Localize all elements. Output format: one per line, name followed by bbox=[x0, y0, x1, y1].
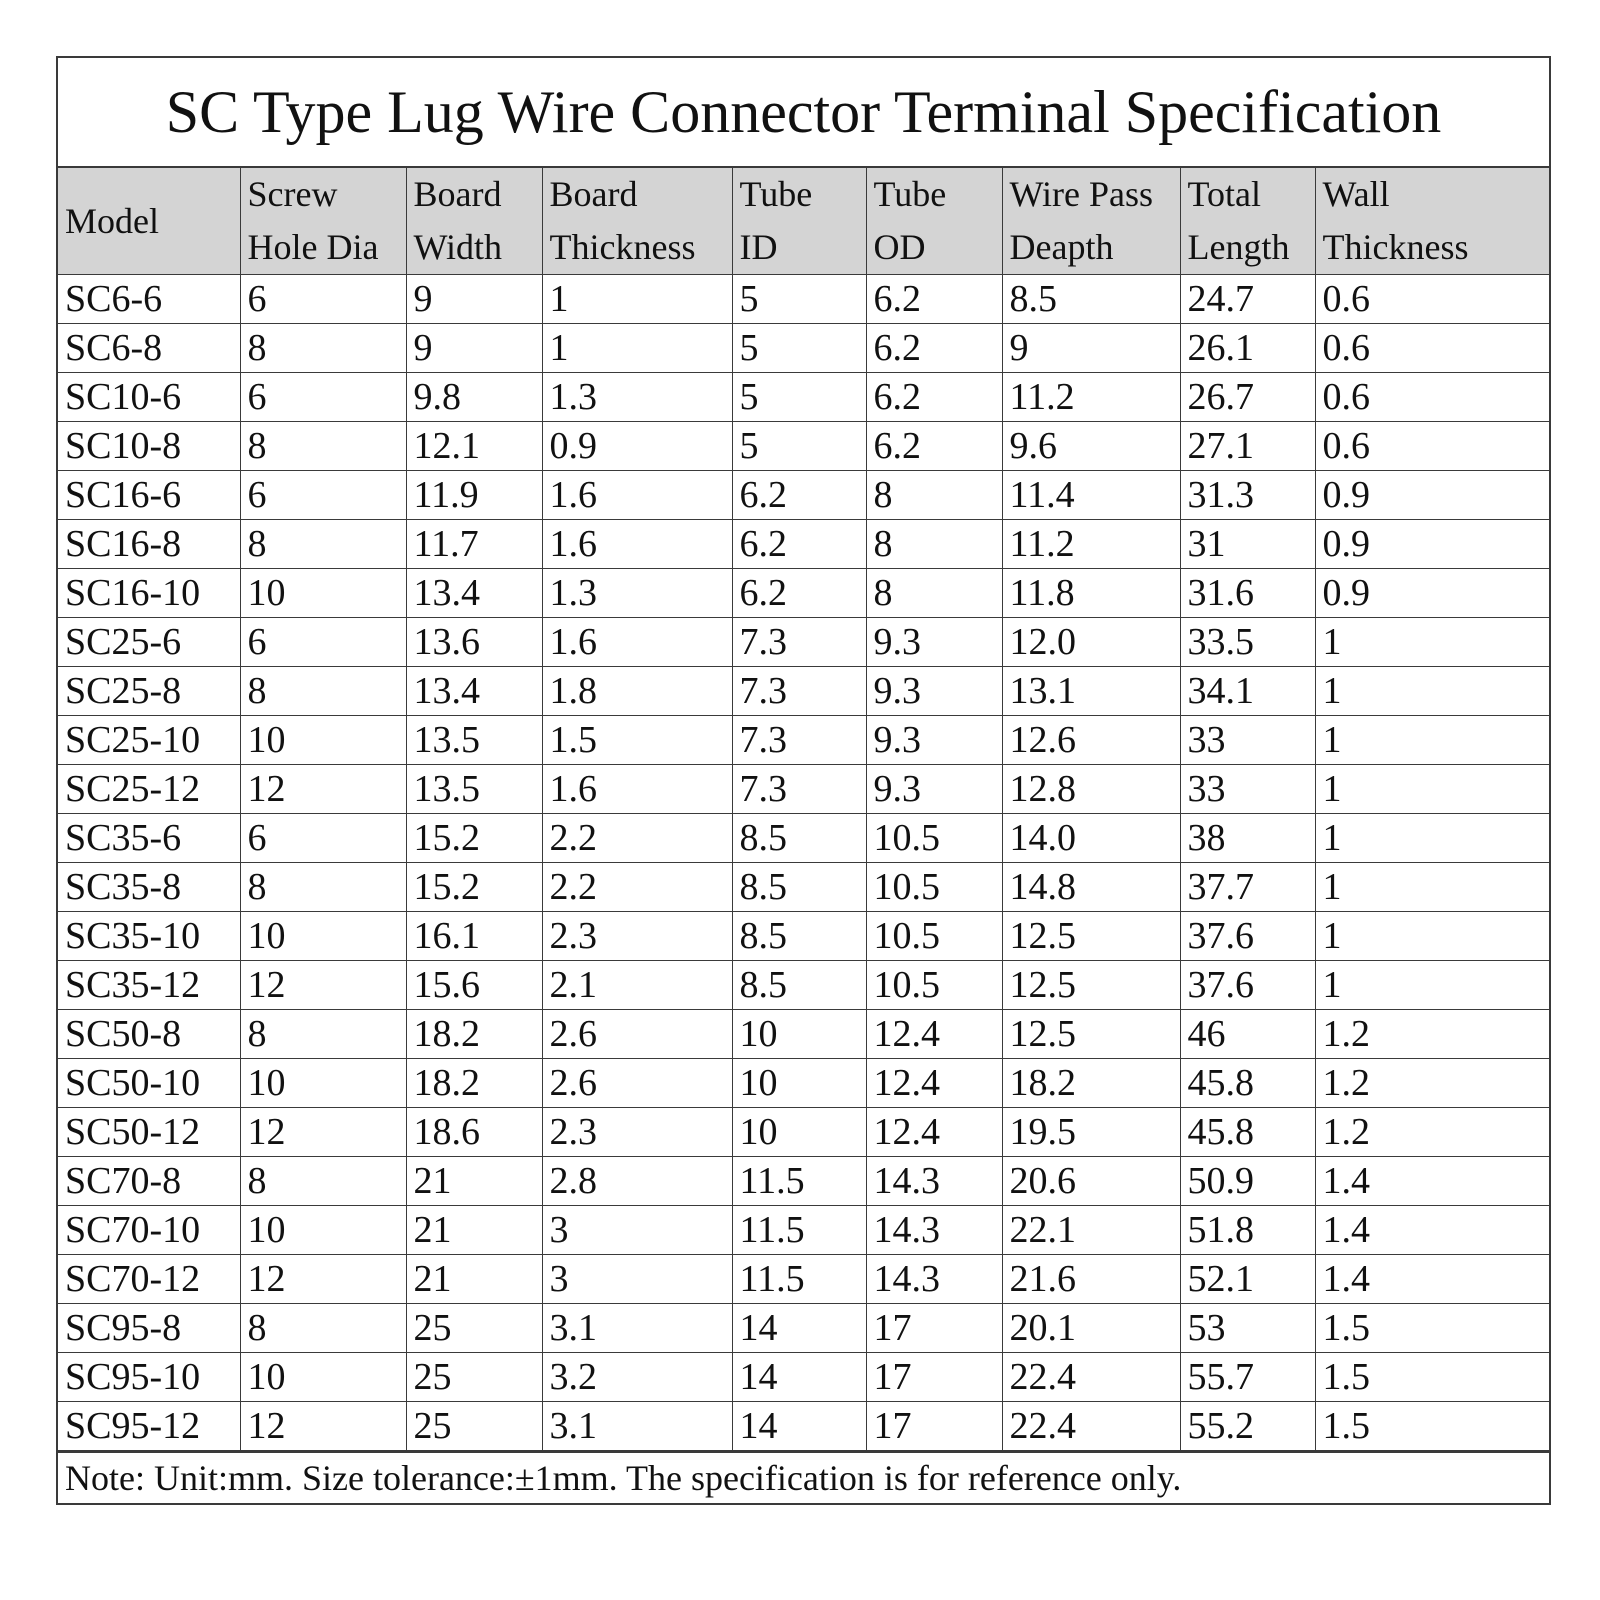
table-cell: 6.2 bbox=[732, 569, 866, 618]
table-row bbox=[58, 471, 1549, 520]
table-cell: 12.5 bbox=[1002, 912, 1180, 961]
table-cell: 1 bbox=[542, 324, 732, 373]
table-cell: 7.3 bbox=[732, 618, 866, 667]
table-row bbox=[58, 324, 1549, 373]
table-cell: 33 bbox=[1180, 716, 1315, 765]
table-cell: 55.2 bbox=[1180, 1402, 1315, 1451]
table-cell: 37.6 bbox=[1180, 961, 1315, 1010]
table-cell: 1.4 bbox=[1315, 1206, 1549, 1255]
model-cell: SC16-8 bbox=[58, 520, 240, 569]
table-cell: 1.4 bbox=[1315, 1157, 1549, 1206]
table-cell: 17 bbox=[866, 1402, 1002, 1451]
model-cell: SC25-10 bbox=[58, 716, 240, 765]
table-cell: 12 bbox=[240, 1255, 406, 1304]
table-cell: 20.1 bbox=[1002, 1304, 1180, 1353]
table-row bbox=[58, 1108, 1549, 1157]
table-cell: 3.1 bbox=[542, 1402, 732, 1451]
table-cell: 21 bbox=[406, 1255, 542, 1304]
table-cell: 53 bbox=[1180, 1304, 1315, 1353]
table-row bbox=[58, 1157, 1549, 1206]
table-cell: 19.5 bbox=[1002, 1108, 1180, 1157]
table-cell: 27.1 bbox=[1180, 422, 1315, 471]
table-cell: 14.3 bbox=[866, 1157, 1002, 1206]
table-row bbox=[58, 422, 1549, 471]
table-cell: 0.6 bbox=[1315, 373, 1549, 422]
table-cell: 1.6 bbox=[542, 471, 732, 520]
table-cell: 14 bbox=[732, 1304, 866, 1353]
table-cell: 10 bbox=[240, 1206, 406, 1255]
table-cell: 8 bbox=[240, 667, 406, 716]
table-cell: 26.7 bbox=[1180, 373, 1315, 422]
table-cell: 12.6 bbox=[1002, 716, 1180, 765]
table-cell: 11.5 bbox=[732, 1255, 866, 1304]
table-cell: 6 bbox=[240, 275, 406, 324]
model-cell: SC70-12 bbox=[58, 1255, 240, 1304]
table-cell: 2.3 bbox=[542, 1108, 732, 1157]
table-cell: 1 bbox=[1315, 961, 1549, 1010]
table-cell: 24.7 bbox=[1180, 275, 1315, 324]
table-cell: 26.1 bbox=[1180, 324, 1315, 373]
table-cell: 2.2 bbox=[542, 814, 732, 863]
table-row bbox=[58, 520, 1549, 569]
table-cell: 6.2 bbox=[866, 373, 1002, 422]
model-cell: SC50-12 bbox=[58, 1108, 240, 1157]
table-row bbox=[58, 961, 1549, 1010]
table-row bbox=[58, 618, 1549, 667]
table-cell: 11.7 bbox=[406, 520, 542, 569]
model-cell: SC70-10 bbox=[58, 1206, 240, 1255]
table-cell: 34.1 bbox=[1180, 667, 1315, 716]
model-cell: SC95-12 bbox=[58, 1402, 240, 1451]
table-cell: 6 bbox=[240, 618, 406, 667]
model-cell: SC95-10 bbox=[58, 1353, 240, 1402]
table-cell: 10 bbox=[240, 912, 406, 961]
model-cell: SC16-6 bbox=[58, 471, 240, 520]
table-row bbox=[58, 1255, 1549, 1304]
table-cell: 2.6 bbox=[542, 1059, 732, 1108]
table-cell: 3 bbox=[542, 1255, 732, 1304]
table-cell: 10 bbox=[240, 1353, 406, 1402]
table-cell: 9 bbox=[406, 324, 542, 373]
table-cell: 33 bbox=[1180, 765, 1315, 814]
table-cell: 1.4 bbox=[1315, 1255, 1549, 1304]
table-cell: 10 bbox=[240, 569, 406, 618]
table-cell: 3 bbox=[542, 1206, 732, 1255]
table-row bbox=[58, 863, 1549, 912]
table-cell: 12.4 bbox=[866, 1010, 1002, 1059]
table-cell: 12.4 bbox=[866, 1108, 1002, 1157]
table-cell: 9.3 bbox=[866, 618, 1002, 667]
table-cell: 12.8 bbox=[1002, 765, 1180, 814]
model-cell: SC6-6 bbox=[58, 275, 240, 324]
table-row bbox=[58, 1010, 1549, 1059]
table-cell: 8 bbox=[866, 569, 1002, 618]
table-cell: 11.9 bbox=[406, 471, 542, 520]
table-cell: 12.1 bbox=[406, 422, 542, 471]
table-cell: 2.2 bbox=[542, 863, 732, 912]
page-title: SC Type Lug Wire Connector Terminal Specification bbox=[58, 58, 1549, 168]
table-cell: 14 bbox=[732, 1402, 866, 1451]
table-cell: 0.6 bbox=[1315, 324, 1549, 373]
table-cell: 5 bbox=[732, 324, 866, 373]
table-cell: 13.4 bbox=[406, 667, 542, 716]
model-cell: SC10-6 bbox=[58, 373, 240, 422]
table-cell: 1.6 bbox=[542, 520, 732, 569]
table-cell: 14.3 bbox=[866, 1206, 1002, 1255]
table-cell: 1.2 bbox=[1315, 1108, 1549, 1157]
column-header-board-thickness: Board Thickness bbox=[542, 168, 732, 275]
table-cell: 5 bbox=[732, 275, 866, 324]
table-row bbox=[58, 912, 1549, 961]
table-cell: 37.7 bbox=[1180, 863, 1315, 912]
table-cell: 9.6 bbox=[1002, 422, 1180, 471]
table-cell: 18.6 bbox=[406, 1108, 542, 1157]
table-cell: 1.2 bbox=[1315, 1059, 1549, 1108]
table-cell: 9.3 bbox=[866, 667, 1002, 716]
table-cell: 11.4 bbox=[1002, 471, 1180, 520]
table-cell: 8 bbox=[866, 471, 1002, 520]
table-cell: 6.2 bbox=[866, 275, 1002, 324]
table-cell: 10 bbox=[240, 1059, 406, 1108]
table-cell: 6.2 bbox=[732, 471, 866, 520]
table-body bbox=[58, 275, 1549, 1451]
table-cell: 6 bbox=[240, 814, 406, 863]
table-row bbox=[58, 373, 1549, 422]
table-cell: 11.2 bbox=[1002, 373, 1180, 422]
table-row bbox=[58, 1402, 1549, 1451]
table-cell: 38 bbox=[1180, 814, 1315, 863]
table-cell: 31.6 bbox=[1180, 569, 1315, 618]
table-cell: 50.9 bbox=[1180, 1157, 1315, 1206]
table-cell: 0.9 bbox=[542, 422, 732, 471]
table-cell: 2.3 bbox=[542, 912, 732, 961]
table-cell: 12 bbox=[240, 961, 406, 1010]
model-cell: SC50-8 bbox=[58, 1010, 240, 1059]
table-cell: 6 bbox=[240, 471, 406, 520]
column-header-board-width: Board Width bbox=[406, 168, 542, 275]
table-cell: 8 bbox=[240, 1010, 406, 1059]
table-cell: 14 bbox=[732, 1353, 866, 1402]
table-cell: 1 bbox=[1315, 765, 1549, 814]
table-cell: 45.8 bbox=[1180, 1059, 1315, 1108]
table-cell: 1 bbox=[1315, 814, 1549, 863]
table-cell: 9.8 bbox=[406, 373, 542, 422]
table-cell: 1 bbox=[1315, 912, 1549, 961]
table-cell: 10 bbox=[240, 716, 406, 765]
column-header-wall-thickness: Wall Thickness bbox=[1315, 168, 1549, 275]
table-cell: 8.5 bbox=[732, 961, 866, 1010]
table-cell: 11.5 bbox=[732, 1206, 866, 1255]
column-header-wire-pass-depth: Wire Pass Deapth bbox=[1002, 168, 1180, 275]
table-cell: 10.5 bbox=[866, 961, 1002, 1010]
model-cell: SC50-10 bbox=[58, 1059, 240, 1108]
table-cell: 8 bbox=[240, 324, 406, 373]
model-cell: SC35-8 bbox=[58, 863, 240, 912]
model-cell: SC35-12 bbox=[58, 961, 240, 1010]
table-cell: 2.1 bbox=[542, 961, 732, 1010]
table-cell: 2.8 bbox=[542, 1157, 732, 1206]
table-row bbox=[58, 765, 1549, 814]
table-cell: 8 bbox=[866, 520, 1002, 569]
table-cell: 8.5 bbox=[732, 814, 866, 863]
footnote: Note: Unit:mm. Size tolerance:±1mm. The specification is for reference only. bbox=[58, 1451, 1549, 1503]
table-cell: 8.5 bbox=[732, 863, 866, 912]
table-cell: 10.5 bbox=[866, 814, 1002, 863]
table-cell: 45.8 bbox=[1180, 1108, 1315, 1157]
table-cell: 17 bbox=[866, 1353, 1002, 1402]
table-cell: 6.2 bbox=[866, 324, 1002, 373]
table-row bbox=[58, 569, 1549, 618]
table-cell: 0.9 bbox=[1315, 520, 1549, 569]
table-cell: 1 bbox=[1315, 863, 1549, 912]
table-cell: 15.6 bbox=[406, 961, 542, 1010]
table-cell: 1 bbox=[1315, 618, 1549, 667]
table-cell: 21.6 bbox=[1002, 1255, 1180, 1304]
column-header-tube-id: Tube ID bbox=[732, 168, 866, 275]
table-cell: 25 bbox=[406, 1353, 542, 1402]
table-cell: 51.8 bbox=[1180, 1206, 1315, 1255]
model-cell: SC95-8 bbox=[58, 1304, 240, 1353]
table-cell: 13.1 bbox=[1002, 667, 1180, 716]
table-cell: 18.2 bbox=[1002, 1059, 1180, 1108]
table-cell: 12.5 bbox=[1002, 961, 1180, 1010]
table-cell: 9 bbox=[1002, 324, 1180, 373]
table-cell: 6.2 bbox=[732, 520, 866, 569]
model-cell: SC70-8 bbox=[58, 1157, 240, 1206]
table-cell: 25 bbox=[406, 1304, 542, 1353]
table-cell: 9.3 bbox=[866, 765, 1002, 814]
table-cell: 1 bbox=[1315, 716, 1549, 765]
table-cell: 16.1 bbox=[406, 912, 542, 961]
column-header-model: Model bbox=[58, 168, 240, 275]
table-cell: 9.3 bbox=[866, 716, 1002, 765]
table-cell: 7.3 bbox=[732, 765, 866, 814]
table-cell: 13.4 bbox=[406, 569, 542, 618]
spec-sheet bbox=[56, 56, 1551, 1505]
table-cell: 8.5 bbox=[732, 912, 866, 961]
table-cell: 10 bbox=[732, 1059, 866, 1108]
column-header-tube-od: Tube OD bbox=[866, 168, 1002, 275]
table-cell: 8.5 bbox=[1002, 275, 1180, 324]
table-cell: 10.5 bbox=[866, 912, 1002, 961]
table-cell: 13.6 bbox=[406, 618, 542, 667]
table-cell: 18.2 bbox=[406, 1010, 542, 1059]
table-row bbox=[58, 716, 1549, 765]
table-cell: 12 bbox=[240, 765, 406, 814]
table-cell: 8 bbox=[240, 1304, 406, 1353]
table-cell: 0.6 bbox=[1315, 422, 1549, 471]
model-cell: SC35-10 bbox=[58, 912, 240, 961]
table-cell: 10 bbox=[732, 1108, 866, 1157]
table-cell: 11.5 bbox=[732, 1157, 866, 1206]
table-cell: 9 bbox=[406, 275, 542, 324]
table-cell: 2.6 bbox=[542, 1010, 732, 1059]
model-cell: SC16-10 bbox=[58, 569, 240, 618]
table-cell: 8 bbox=[240, 422, 406, 471]
table-cell: 12 bbox=[240, 1108, 406, 1157]
table-row bbox=[58, 1206, 1549, 1255]
column-header-total-length: Total Length bbox=[1180, 168, 1315, 275]
table-header-row bbox=[58, 168, 1549, 275]
table-cell: 1.2 bbox=[1315, 1010, 1549, 1059]
model-cell: SC25-6 bbox=[58, 618, 240, 667]
table-cell: 33.5 bbox=[1180, 618, 1315, 667]
spec-table bbox=[58, 168, 1549, 1451]
table-cell: 7.3 bbox=[732, 667, 866, 716]
table-cell: 21 bbox=[406, 1206, 542, 1255]
table-cell: 1.5 bbox=[542, 716, 732, 765]
column-header-screw-hole-dia: Screw Hole Dia bbox=[240, 168, 406, 275]
table-cell: 1 bbox=[1315, 667, 1549, 716]
table-cell: 10.5 bbox=[866, 863, 1002, 912]
table-cell: 46 bbox=[1180, 1010, 1315, 1059]
table-cell: 8 bbox=[240, 863, 406, 912]
table-cell: 0.6 bbox=[1315, 275, 1549, 324]
table-cell: 1.3 bbox=[542, 569, 732, 618]
table-cell: 6.2 bbox=[866, 422, 1002, 471]
table-cell: 6 bbox=[240, 373, 406, 422]
table-cell: 7.3 bbox=[732, 716, 866, 765]
table-cell: 11.2 bbox=[1002, 520, 1180, 569]
table-cell: 1.6 bbox=[542, 765, 732, 814]
model-cell: SC10-8 bbox=[58, 422, 240, 471]
table-cell: 1.5 bbox=[1315, 1304, 1549, 1353]
table-cell: 1 bbox=[542, 275, 732, 324]
table-cell: 14.0 bbox=[1002, 814, 1180, 863]
table-cell: 12 bbox=[240, 1402, 406, 1451]
table-cell: 11.8 bbox=[1002, 569, 1180, 618]
table-cell: 25 bbox=[406, 1402, 542, 1451]
table-row bbox=[58, 814, 1549, 863]
table-cell: 22.1 bbox=[1002, 1206, 1180, 1255]
table-cell: 20.6 bbox=[1002, 1157, 1180, 1206]
model-cell: SC6-8 bbox=[58, 324, 240, 373]
table-cell: 8 bbox=[240, 520, 406, 569]
model-cell: SC35-6 bbox=[58, 814, 240, 863]
table-cell: 55.7 bbox=[1180, 1353, 1315, 1402]
table-cell: 1.5 bbox=[1315, 1353, 1549, 1402]
table-cell: 10 bbox=[732, 1010, 866, 1059]
table-cell: 1.3 bbox=[542, 373, 732, 422]
table-cell: 18.2 bbox=[406, 1059, 542, 1108]
table-cell: 12.0 bbox=[1002, 618, 1180, 667]
model-cell: SC25-8 bbox=[58, 667, 240, 716]
table-cell: 12.4 bbox=[866, 1059, 1002, 1108]
table-row bbox=[58, 1059, 1549, 1108]
table-cell: 1.6 bbox=[542, 618, 732, 667]
table-cell: 13.5 bbox=[406, 765, 542, 814]
table-cell: 31.3 bbox=[1180, 471, 1315, 520]
table-cell: 22.4 bbox=[1002, 1353, 1180, 1402]
table-cell: 21 bbox=[406, 1157, 542, 1206]
table-row bbox=[58, 1353, 1549, 1402]
table-cell: 3.2 bbox=[542, 1353, 732, 1402]
table-cell: 52.1 bbox=[1180, 1255, 1315, 1304]
table-cell: 15.2 bbox=[406, 814, 542, 863]
table-cell: 5 bbox=[732, 373, 866, 422]
table-cell: 0.9 bbox=[1315, 569, 1549, 618]
table-cell: 14.3 bbox=[866, 1255, 1002, 1304]
table-cell: 13.5 bbox=[406, 716, 542, 765]
table-cell: 17 bbox=[866, 1304, 1002, 1353]
table-cell: 14.8 bbox=[1002, 863, 1180, 912]
table-cell: 3.1 bbox=[542, 1304, 732, 1353]
table-cell: 12.5 bbox=[1002, 1010, 1180, 1059]
table-cell: 31 bbox=[1180, 520, 1315, 569]
table-cell: 8 bbox=[240, 1157, 406, 1206]
table-cell: 1.8 bbox=[542, 667, 732, 716]
table-cell: 5 bbox=[732, 422, 866, 471]
model-cell: SC25-12 bbox=[58, 765, 240, 814]
table-cell: 15.2 bbox=[406, 863, 542, 912]
table-row bbox=[58, 667, 1549, 716]
table-row bbox=[58, 275, 1549, 324]
table-cell: 0.9 bbox=[1315, 471, 1549, 520]
table-cell: 1.5 bbox=[1315, 1402, 1549, 1451]
table-row bbox=[58, 1304, 1549, 1353]
table-cell: 22.4 bbox=[1002, 1402, 1180, 1451]
table-cell: 37.6 bbox=[1180, 912, 1315, 961]
